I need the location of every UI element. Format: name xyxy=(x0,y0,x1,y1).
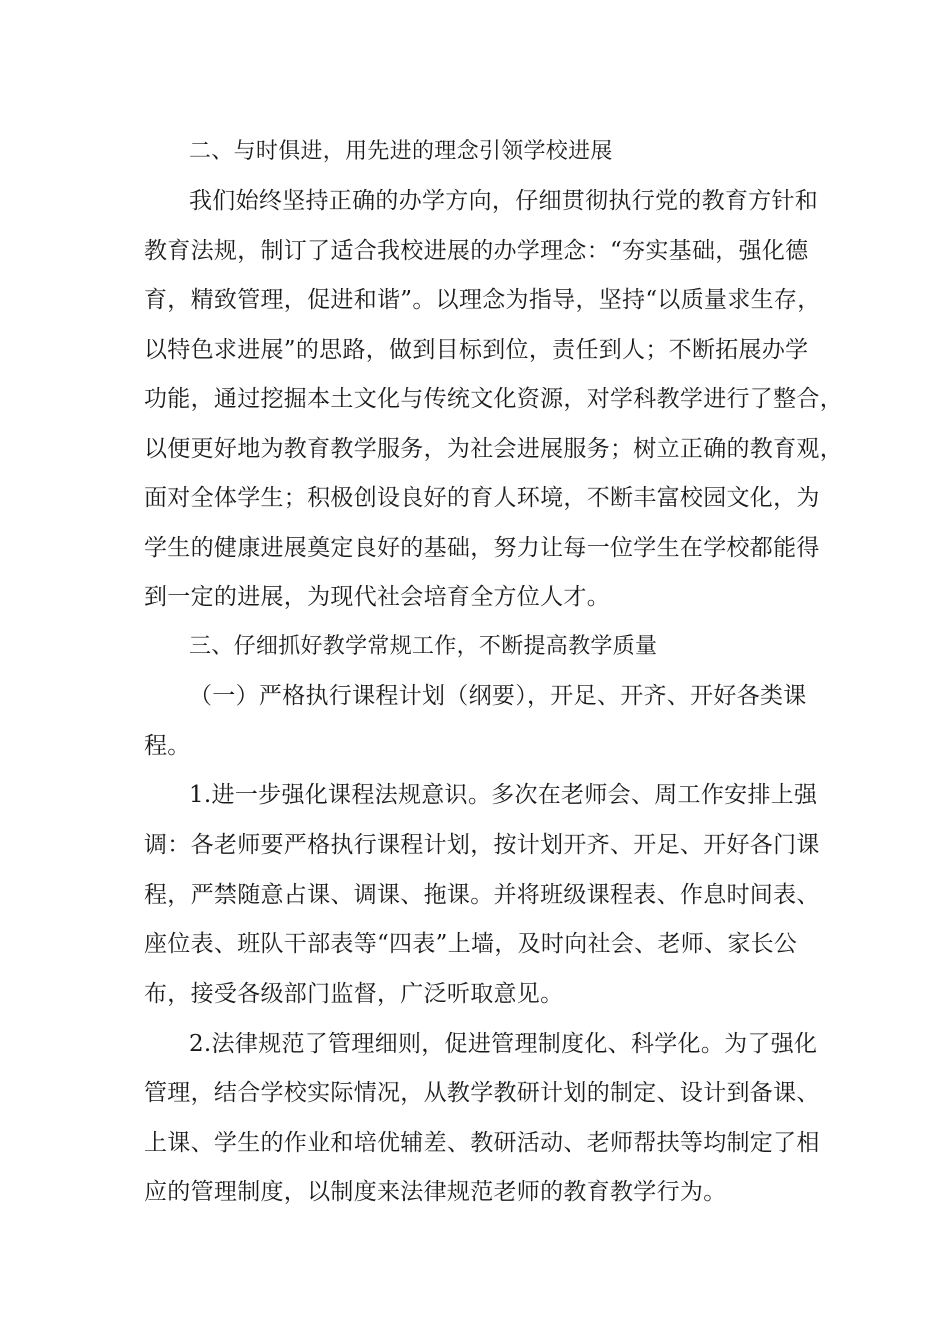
paragraph-line: 我们始终坚持正确的办学方向，仔细贯彻执行党的教育方针和 xyxy=(189,188,819,214)
item-line: 应的管理制度，以制度来法律规范老师的教育教学行为。 xyxy=(144,1179,727,1205)
paragraph-line: 功能，通过挖掘本土文化与传统文化资源，对学科教学进行了整合， xyxy=(144,386,843,412)
section-heading-3: 三、仔细抓好教学常规工作，不断提高教学质量 xyxy=(189,634,658,659)
section-heading-2: 二、与时俱进，用先进的理念引领学校进展 xyxy=(189,139,613,164)
subheading-line: 程。 xyxy=(144,733,191,759)
item-line: 调：各老师要严格执行课程计划，按计划开齐、开足、开好各门课 xyxy=(144,832,820,858)
paragraph-line: 到一定的进展，为现代社会培育全方位人才。 xyxy=(144,584,610,610)
paragraph-line: 学生的健康进展奠定良好的基础，努力让每一位学生在学校都能得 xyxy=(144,535,820,561)
item-line: 管理，结合学校实际情况，从教学教研计划的制定、设计到备课、 xyxy=(144,1080,820,1106)
item-line: 1.进一步强化课程法规意识。多次在老师会、周工作安排上强 xyxy=(189,782,818,808)
paragraph-line: 以特色求进展”的思路，做到目标到位，责任到人；不断拓展办学 xyxy=(144,337,809,363)
item-line: 座位表、班队干部表等“四表”上墙，及时向社会、老师、家长公 xyxy=(144,931,798,957)
item-line: 2.法律规范了管理细则，促进管理制度化、科学化。为了强化 xyxy=(189,1031,818,1057)
paragraph-line: 面对全体学生；积极创设良好的育人环境，不断丰富校园文化，为 xyxy=(144,485,820,511)
item-line: 上课、学生的作业和培优辅差、教研活动、老师帮扶等均制定了相 xyxy=(144,1130,820,1156)
paragraph-line: 育，精致管理，促进和谐”。以理念为指导，坚持“以质量求生存， xyxy=(144,287,821,313)
paragraph-line: 教育法规，制订了适合我校进展的办学理念：“夯实基础，强化德 xyxy=(144,238,809,264)
paragraph-line: 以便更好地为教育教学服务，为社会进展服务；树立正确的教育观， xyxy=(144,436,843,462)
subheading-line: （一）严格执行课程计划（纲要），开足、开齐、开好各类课 xyxy=(189,683,807,709)
item-line: 程，严禁随意占课、调课、拖课。并将班级课程表、作息时间表、 xyxy=(144,882,820,908)
item-line: 布，接受各级部门监督，广泛听取意见。 xyxy=(144,981,564,1007)
